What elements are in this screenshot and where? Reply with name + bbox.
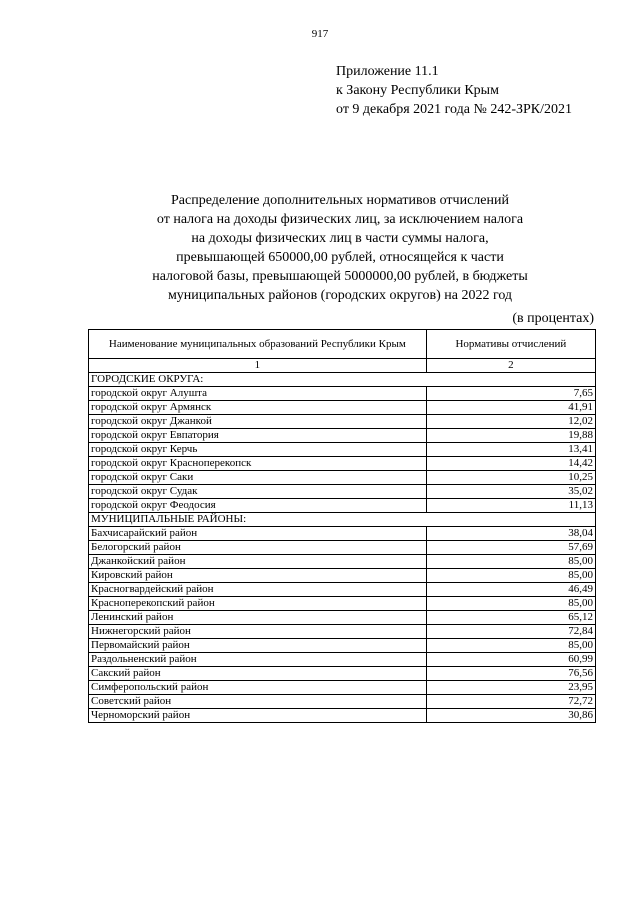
column-number: 1	[89, 359, 427, 373]
rate-value: 11,13	[426, 499, 595, 513]
municipality-name: городской округ Саки	[89, 471, 427, 485]
header-municipality: Наименование муниципальных образований Республики Крым	[89, 330, 427, 359]
rate-value: 72,72	[426, 695, 595, 709]
rate-value: 65,12	[426, 611, 595, 625]
table-row	[89, 429, 596, 443]
column-number-row	[89, 359, 596, 373]
municipality-name: Советский район	[89, 695, 427, 709]
group-label: МУНИЦИПАЛЬНЫЕ РАЙОНЫ:	[89, 513, 596, 527]
page-number: 917	[311, 28, 329, 40]
rate-value: 76,56	[426, 667, 595, 681]
municipality-name: Нижнегорский район	[89, 625, 427, 639]
title-line: превышающей 650000,00 рублей, относящейся к части	[176, 250, 504, 265]
rate-value: 85,00	[426, 639, 595, 653]
municipality-name: Красноперекопский район	[89, 597, 427, 611]
municipality-name: городской округ Феодосия	[89, 499, 427, 513]
rate-value: 7,65	[426, 387, 595, 401]
rate-value: 19,88	[426, 429, 595, 443]
table-row	[89, 653, 596, 667]
rate-value: 30,86	[426, 709, 595, 723]
header-rates: Нормативы отчислений	[426, 330, 595, 359]
table-row	[89, 695, 596, 709]
municipality-name: Красногвардейский район	[89, 583, 427, 597]
municipality-name: Бахчисарайский район	[89, 527, 427, 541]
municipality-name: городской округ Судак	[89, 485, 427, 499]
municipality-name: Черноморский район	[89, 709, 427, 723]
title-line: налоговой базы, превышающей 5000000,00 рублей, в бюджеты	[152, 269, 528, 284]
title-line: Распределение дополнительных нормативов отчислений	[171, 193, 509, 208]
rate-value: 38,04	[426, 527, 595, 541]
table-row	[89, 583, 596, 597]
table-row	[89, 541, 596, 555]
table-row	[89, 457, 596, 471]
municipality-name: Раздольненский район	[89, 653, 427, 667]
table-row	[89, 611, 596, 625]
rate-value: 10,25	[426, 471, 595, 485]
appendix-line: Приложение 11.1	[336, 64, 439, 79]
group-header-row	[89, 513, 596, 527]
table-row	[89, 709, 596, 723]
rate-value: 57,69	[426, 541, 595, 555]
table-row	[89, 387, 596, 401]
table-row	[89, 415, 596, 429]
appendix-note	[336, 62, 636, 119]
rate-value: 35,02	[426, 485, 595, 499]
table-row	[89, 555, 596, 569]
column-number: 2	[426, 359, 595, 373]
title-line: муниципальных районов (городских округов) на 2022 год	[167, 288, 513, 303]
table-row	[89, 639, 596, 653]
table-row	[89, 499, 596, 513]
table-row	[89, 401, 596, 415]
table-row	[89, 667, 596, 681]
rate-value: 72,84	[426, 625, 595, 639]
table-row	[89, 485, 596, 499]
rate-value: 41,91	[426, 401, 595, 415]
rate-value: 13,41	[426, 443, 595, 457]
distribution-table	[88, 329, 596, 723]
document-title	[60, 191, 620, 305]
table-row	[89, 527, 596, 541]
table-row	[89, 625, 596, 639]
appendix-line: к Закону Республики Крым	[336, 83, 499, 98]
title-line: на доходы физических лиц в части суммы налога,	[191, 231, 489, 246]
title-line: от налога на доходы физических лиц, за исключением налога	[156, 212, 524, 227]
table-row	[89, 597, 596, 611]
units-label: (в процентах)	[512, 311, 594, 326]
table-row	[89, 443, 596, 457]
rate-value: 85,00	[426, 597, 595, 611]
municipality-name: городской округ Алушта	[89, 387, 427, 401]
municipality-name: Джанкойский район	[89, 555, 427, 569]
municipality-name: Сакский район	[89, 667, 427, 681]
rate-value: 14,42	[426, 457, 595, 471]
table-header-row	[89, 330, 596, 359]
municipality-name: Белогорский район	[89, 541, 427, 555]
rate-value: 23,95	[426, 681, 595, 695]
table-row	[89, 471, 596, 485]
municipality-name: Ленинский район	[89, 611, 427, 625]
municipality-name: городской округ Красноперекопск	[89, 457, 427, 471]
group-header-row	[89, 373, 596, 387]
rate-value: 46,49	[426, 583, 595, 597]
rate-value: 60,99	[426, 653, 595, 667]
rate-value: 85,00	[426, 569, 595, 583]
municipality-name: Симферопольский район	[89, 681, 427, 695]
appendix-line: от 9 декабря 2021 года № 242-ЗРК/2021	[336, 102, 573, 117]
group-label: ГОРОДСКИЕ ОКРУГА:	[89, 373, 596, 387]
municipality-name: городской округ Джанкой	[89, 415, 427, 429]
rate-value: 85,00	[426, 555, 595, 569]
table-row	[89, 569, 596, 583]
municipality-name: городской округ Керчь	[89, 443, 427, 457]
table-row	[89, 681, 596, 695]
municipality-name: городской округ Армянск	[89, 401, 427, 415]
municipality-name: городской округ Евпатория	[89, 429, 427, 443]
rate-value: 12,02	[426, 415, 595, 429]
municipality-name: Кировский район	[89, 569, 427, 583]
municipality-name: Первомайский район	[89, 639, 427, 653]
